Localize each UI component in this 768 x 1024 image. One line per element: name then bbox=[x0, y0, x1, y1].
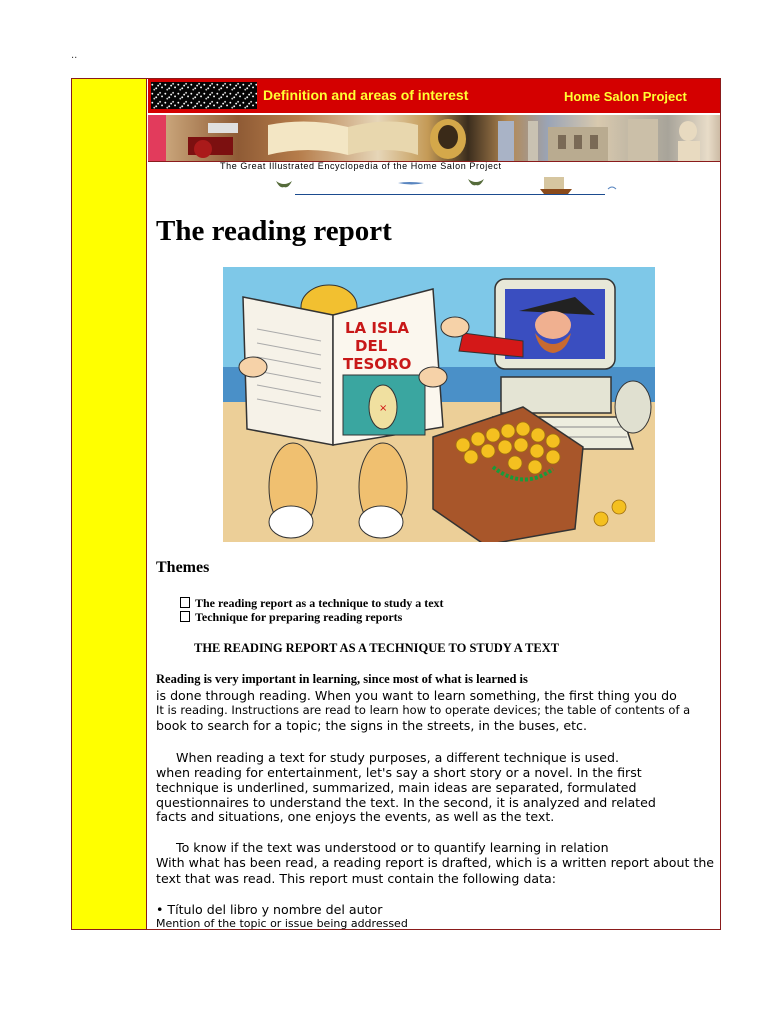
banner-collage-art bbox=[148, 115, 720, 161]
lead-sentence: Reading is very important in learning, since most of what is learned is bbox=[156, 672, 528, 686]
paragraph-line: It is reading. Instructions are read to learn how to operate devices; the table of contents of a bbox=[156, 703, 691, 717]
svg-text:×: × bbox=[379, 403, 388, 414]
paragraph-line: facts and situations, one enjoys the events, as well as the text. bbox=[156, 809, 555, 824]
header-title: Definition and areas of interest bbox=[263, 87, 469, 103]
content-area bbox=[148, 79, 720, 929]
theme-item[interactable] bbox=[180, 596, 444, 610]
book-title-line3: TESORO bbox=[343, 355, 412, 373]
paragraph-line: To know if the text was understood or to quantify learning in relation bbox=[156, 840, 609, 855]
header-bar bbox=[148, 79, 720, 113]
section-heading: THE READING REPORT AS A TECHNIQUE TO STUDY A TEXT bbox=[194, 641, 560, 655]
theme-item[interactable] bbox=[180, 610, 444, 624]
paragraph-line: Mention of the topic or issue being addressed bbox=[156, 917, 408, 929]
paragraph-line: questionnaires to understand the text. In the second, it is analyzed and related bbox=[156, 795, 656, 810]
paragraph-line: book to search for a topic; the signs in the streets, in the buses, etc. bbox=[156, 718, 587, 733]
yellow-sidebar bbox=[72, 79, 147, 929]
page-frame bbox=[71, 78, 721, 930]
theme-label: The reading report as a technique to study a text bbox=[195, 596, 444, 610]
checkbox-icon bbox=[180, 611, 190, 622]
theme-label: Technique for preparing reading reports bbox=[195, 610, 403, 624]
starfield-logo bbox=[151, 82, 257, 109]
paragraph-line: text that was read. This report must contain the following data: bbox=[156, 871, 556, 886]
paragraph-line: is done through reading. When you want to learn something, the first thing you do bbox=[156, 688, 677, 703]
encyclopedia-caption: The Great Illustrated Encyclopedia of the Home Salon Project bbox=[220, 161, 502, 171]
paragraph-line: technique is underlined, summarized, main ideas are separated, formulated bbox=[156, 780, 637, 795]
page-dots: .. bbox=[71, 50, 78, 61]
themes-list bbox=[180, 596, 444, 624]
page-title: The reading report bbox=[156, 215, 392, 247]
paragraph-line: when reading for entertainment, let's say a short story or a novel. In the first bbox=[156, 765, 642, 780]
treasure-island-illustration bbox=[223, 267, 655, 542]
themes-heading: Themes bbox=[156, 559, 210, 576]
book-title-line1: LA ISLA bbox=[345, 319, 409, 337]
paragraph-line: When reading a text for study purposes, a different technique is used. bbox=[156, 750, 619, 765]
checkbox-icon bbox=[180, 597, 190, 608]
bullet-item: • Título del libro y nombre del autor bbox=[156, 902, 383, 917]
divider-line bbox=[295, 194, 605, 195]
paragraph-line: With what has been read, a reading report is drafted, which is a written report about the bbox=[156, 855, 715, 870]
banner-collage bbox=[148, 115, 720, 162]
book-title-line2: DEL bbox=[355, 337, 388, 355]
home-salon-link[interactable]: Home Salon Project bbox=[564, 89, 687, 104]
